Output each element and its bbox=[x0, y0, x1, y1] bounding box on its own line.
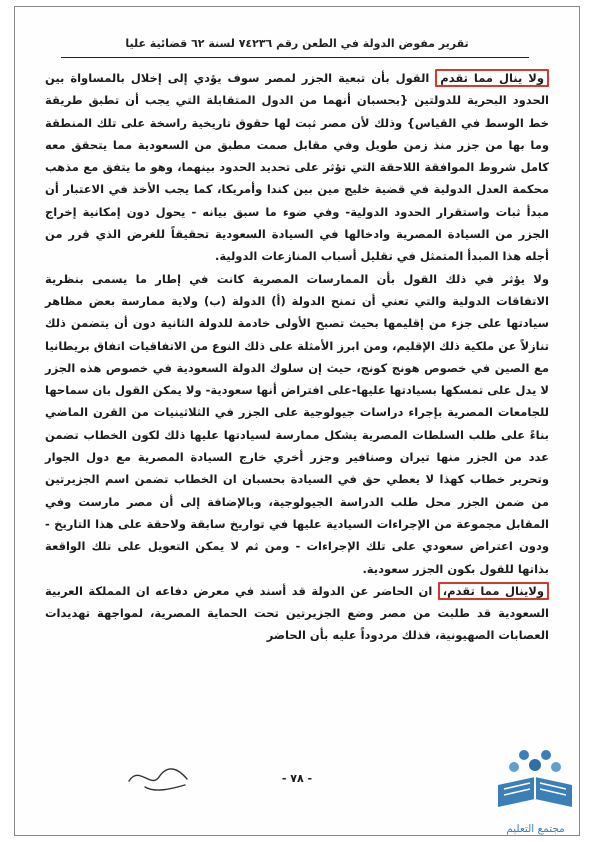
paragraph-text: القول بأن تبعية الجزر لمصر سوف يؤدي إلى إخلال بالمساواة بين الحدود البحرية للدولتين {بحسبان أنهما من الدول المتقابلة التي يجب أن تطبق طريقة خط الوسط في القياس} وذلك لأن مصر ثبت لها حقوق تاريخية راسخة على تلك المنطقة وما بها من جزر منذ زمن طويل وفي مقابل صمت مطبق من السعودية مما يتحقق معه كامل شروط الموافقة اللاحقة التي تؤثر على تحديد الحدود بينهما، وهو ما يتفق مع مذهب محكمة العدل الدولية في قضية خليج مين بين كندا وأمريكا، كما يجب الأخذ في الاعتبار أن مبدأ ثبات واستقرار الحدود الدولية- وفي ضوء ما سبق بيانه - يحول دون إمكانية إخراج الجزر من السيادة المصرية وادخالها في السيادة السعودية تحقيقاً للغرض الذي قرر من أجله هذا المبدأ المتمثل في تقليل أسباب المنازعات الدولية. bbox=[45, 71, 549, 264]
page-number: - ٧٨ - bbox=[281, 772, 313, 785]
report-header: تقرير مفوض الدولة في الطعن رقم ٧٤٢٣٦ لسنة ٦٢ قضائية عليا bbox=[125, 37, 469, 50]
highlighted-phrase: ولاينال مما تقدم، bbox=[438, 582, 549, 600]
paragraph-2 bbox=[45, 268, 549, 580]
book-people-icon bbox=[488, 745, 583, 815]
header-rule bbox=[61, 57, 529, 58]
report-body bbox=[45, 67, 549, 647]
paragraph-text: ان الحاضر عن الدولة قد أسند في معرض دفاعه ان المملكة العربية السعودية قد طلبت من مصر وضع الجزيرتين تحت الحماية المصرية، لمواجهة تهديدات العصابات الصهيونية، فذلك مردوداً عليه بأن الحاضر bbox=[45, 583, 549, 643]
paragraph-3 bbox=[45, 580, 549, 647]
document-page bbox=[14, 6, 580, 836]
paragraph-1 bbox=[45, 67, 549, 268]
paragraph-text: ولا يؤثر في ذلك القول بأن الممارسات المصرية كانت في إطار ما يسمى بنظرية الاتفاقات الدولية والتي تعني أن تمنح الدولة (أ) الدولة (ب) ولاية ممارسة بعض مظاهر سيادتها على جزء من إقليمها بحيث تصبح الأولى خادمة للدولة الثانية دون أن يتضمن ذلك تنازلاً عن ملكية ذلك الإقليم، ومن ابرز الأمثلة على ذلك النوع من الاتفاقيات اتفاق بريطانيا مع الصين في خصوص هونج كونج، حيث إن سلوك الدولة السعودية في خصوص هذه الجزر لا يدل على تمسكها بسيادتها عليها-على افتراض أنها سعودية- ولا يمكن القول بان سماحها للجامعات المصرية بإجراء دراسات جيولوجية على الجزر في الثلاثينيات من القرن الماضي بناءً على طلب السلطات المصرية يشكل ممارسة لسيادتها عليها ذلك لكون الخطاب تضمن عدد من الجزر منها تيران وصنافير وجزر أخري خارج السيادة المصرية مع دول الجوار وتحرير خطاب كهذا لا يعطي حق في السيادة بحسبان ان الخطاب تضمن اسم الجزيرتين من ضمن الجزر محل طلب الدراسة الجيولوجية، وبالإضافة إلى أن مصر مارست وفي المقابل مجموعة من الإجراءات السيادية عليها في تواريخ سابقة ولاحقة على هذا التاريخ - ودون اعتراض سعودي على تلك الإجراءات - ومن ثم لا يمكن التعويل على تلك الواقعة بذاتها للقول بكون الجزر سعودية. bbox=[45, 271, 549, 576]
site-logo bbox=[488, 745, 583, 835]
logo-label: مجتمع التعليم bbox=[506, 823, 565, 835]
highlighted-phrase: ولا ينال مما تقدم bbox=[435, 69, 549, 87]
